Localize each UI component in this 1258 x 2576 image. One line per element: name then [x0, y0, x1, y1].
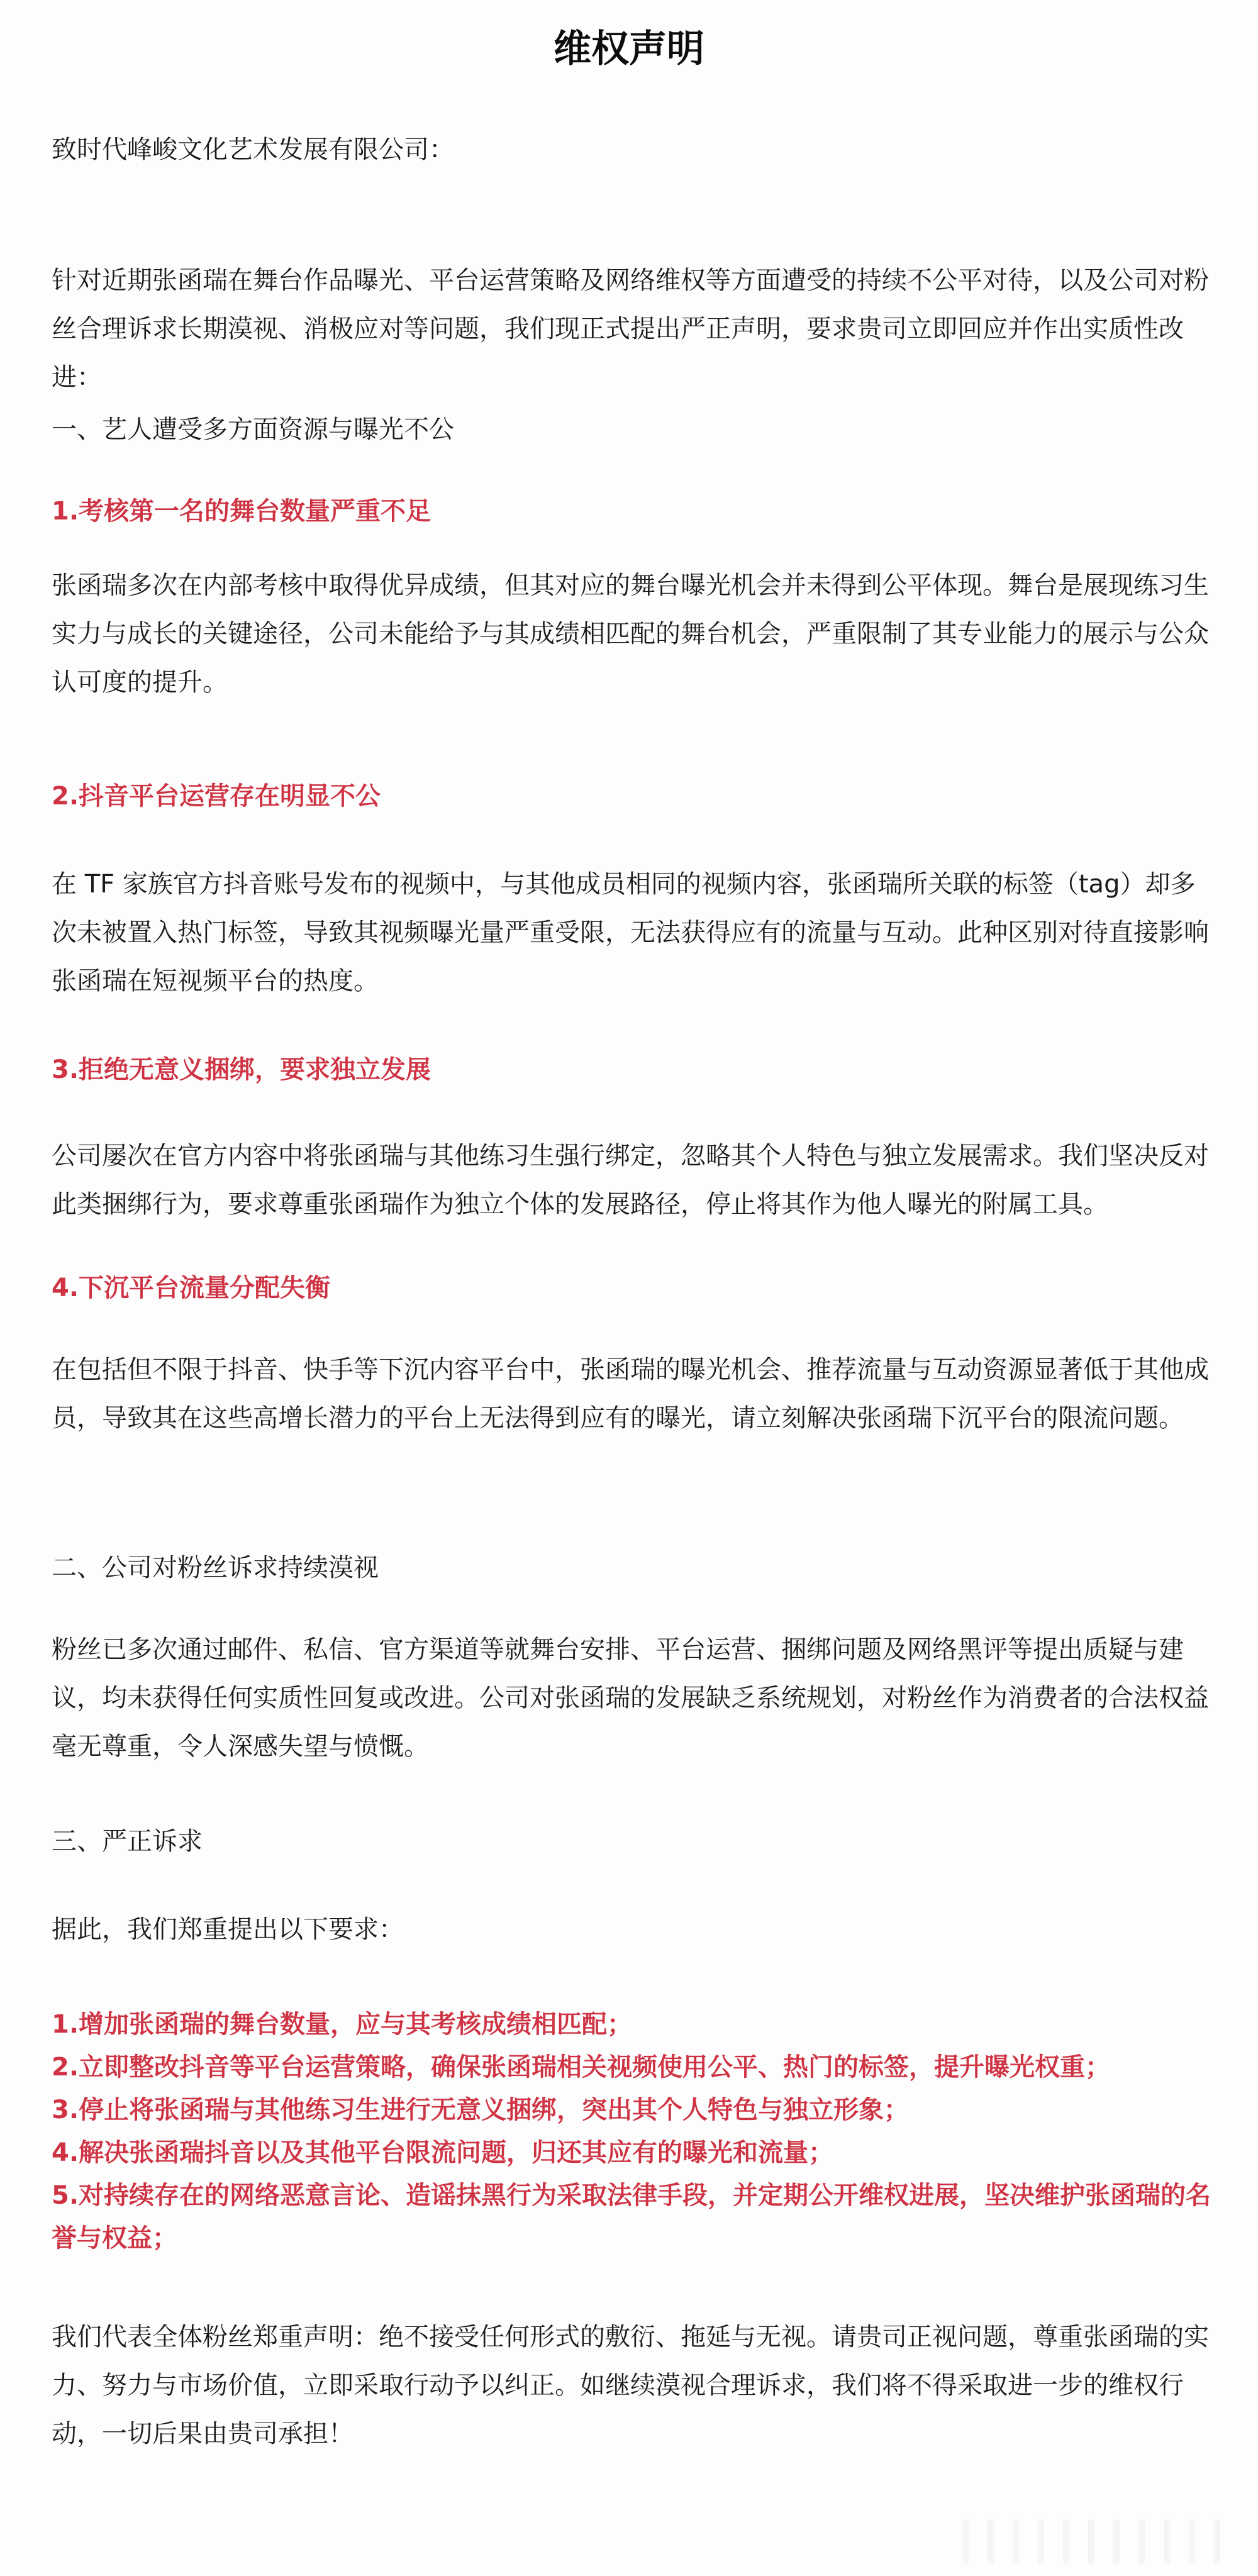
issue-4-body: 在包括但不限于抖音、快手等下沉内容平台中，张函瑞的曝光机会、推荐流量与互动资源显著低于其他成员，导致其在这些高增长潜力的平台上无法得到应有的曝光，请立刻解决张函瑞下沉平台的限流问题。 [52, 1355, 1209, 1433]
demand-item: 5.对持续存在的网络恶意言论、造谣抹黑行为采取法律手段，并定期公开维权进展，坚决维护张函瑞的名誉与权益； [52, 2181, 1211, 2253]
issue-3-heading: 3.拒绝无意义捆绑，要求独立发展 [52, 1055, 431, 1084]
issue-2-heading: 2.抖音平台运营存在明显不公 [52, 782, 381, 811]
demand-item: 3.停止将张函瑞与其他练习生进行无意义捆绑，突出其个人特色与独立形象； [52, 2096, 910, 2124]
section-2-heading: 二、公司对粉丝诉求持续漠视 [52, 1553, 379, 1582]
demands-lead: 据此，我们郑重提出以下要求： [52, 1915, 404, 1944]
demand-item: 4.解决张函瑞抖音以及其他平台限流问题，归还其应有的曝光和流量； [52, 2138, 834, 2167]
demands-list [52, 2003, 1212, 2260]
section-2-body: 粉丝已多次通过邮件、私信、官方渠道等就舞台安排、平台运营、捆绑问题及网络黑评等提出质疑与建议，均未获得任何实质性回复或改进。公司对张函瑞的发展缺乏系统规划，对粉丝作为消费者的合法权益毫无尊重，令人深感失望与愤慨。 [52, 1635, 1209, 1761]
closing-paragraph: 我们代表全体粉丝郑重声明：绝不接受任何形式的敷衍、拖延与无视。请贵司正视问题，尊重张函瑞的实力、努力与市场价值，立即采取行动予以纠正。如继续漠视合理诉求，我们将不得采取进一步的维权行动，一切后果由贵司承担！ [52, 2323, 1209, 2448]
addressee: 致时代峰峻文化艺术发展有限公司： [52, 135, 454, 164]
faint-watermark [962, 2519, 1239, 2563]
demand-item: 2.立即整改抖音等平台运营策略，确保张函瑞相关视频使用公平、热门的标签，提升曝光权重； [52, 2053, 1111, 2082]
section-3-heading: 三、严正诉求 [52, 1827, 203, 1856]
intro-paragraph: 针对近期张函瑞在舞台作品曝光、平台运营策略及网络维权等方面遭受的持续不公平对待，以及公司对粉丝合理诉求长期漠视、消极应对等问题，我们现正式提出严正声明，要求贵司立即回应并作出实质性改进： [52, 266, 1209, 392]
document-title: 维权声明 [554, 27, 704, 71]
issue-1-heading: 1.考核第一名的舞台数量严重不足 [52, 497, 431, 526]
issue-1-body: 张函瑞多次在内部考核中取得优异成绩，但其对应的舞台曝光机会并未得到公平体现。舞台是展现练习生实力与成长的关键途径，公司未能给予与其成绩相匹配的舞台机会，严重限制了其专业能力的展示与公众认可度的提升。 [52, 571, 1209, 697]
issue-3-body: 公司屡次在官方内容中将张函瑞与其他练习生强行绑定，忽略其个人特色与独立发展需求。我们坚决反对此类捆绑行为，要求尊重张函瑞作为独立个体的发展路径，停止将其作为他人曝光的附属工具。 [52, 1141, 1209, 1219]
section-1-heading: 一、艺人遭受多方面资源与曝光不公 [52, 415, 454, 444]
issue-4-heading: 4.下沉平台流量分配失衡 [52, 1274, 331, 1302]
demand-item: 1.增加张函瑞的舞台数量，应与其考核成绩相匹配； [52, 2010, 633, 2039]
issue-2-body: 在 TF 家族官方抖音账号发布的视频中，与其他成员相同的视频内容，张函瑞所关联的标签（tag）却多次未被置入热门标签，导致其视频曝光量严重受限，无法获得应有的流量与互动。此种区别对待直接影响张函瑞在短视频平台的热度。 [52, 870, 1209, 996]
